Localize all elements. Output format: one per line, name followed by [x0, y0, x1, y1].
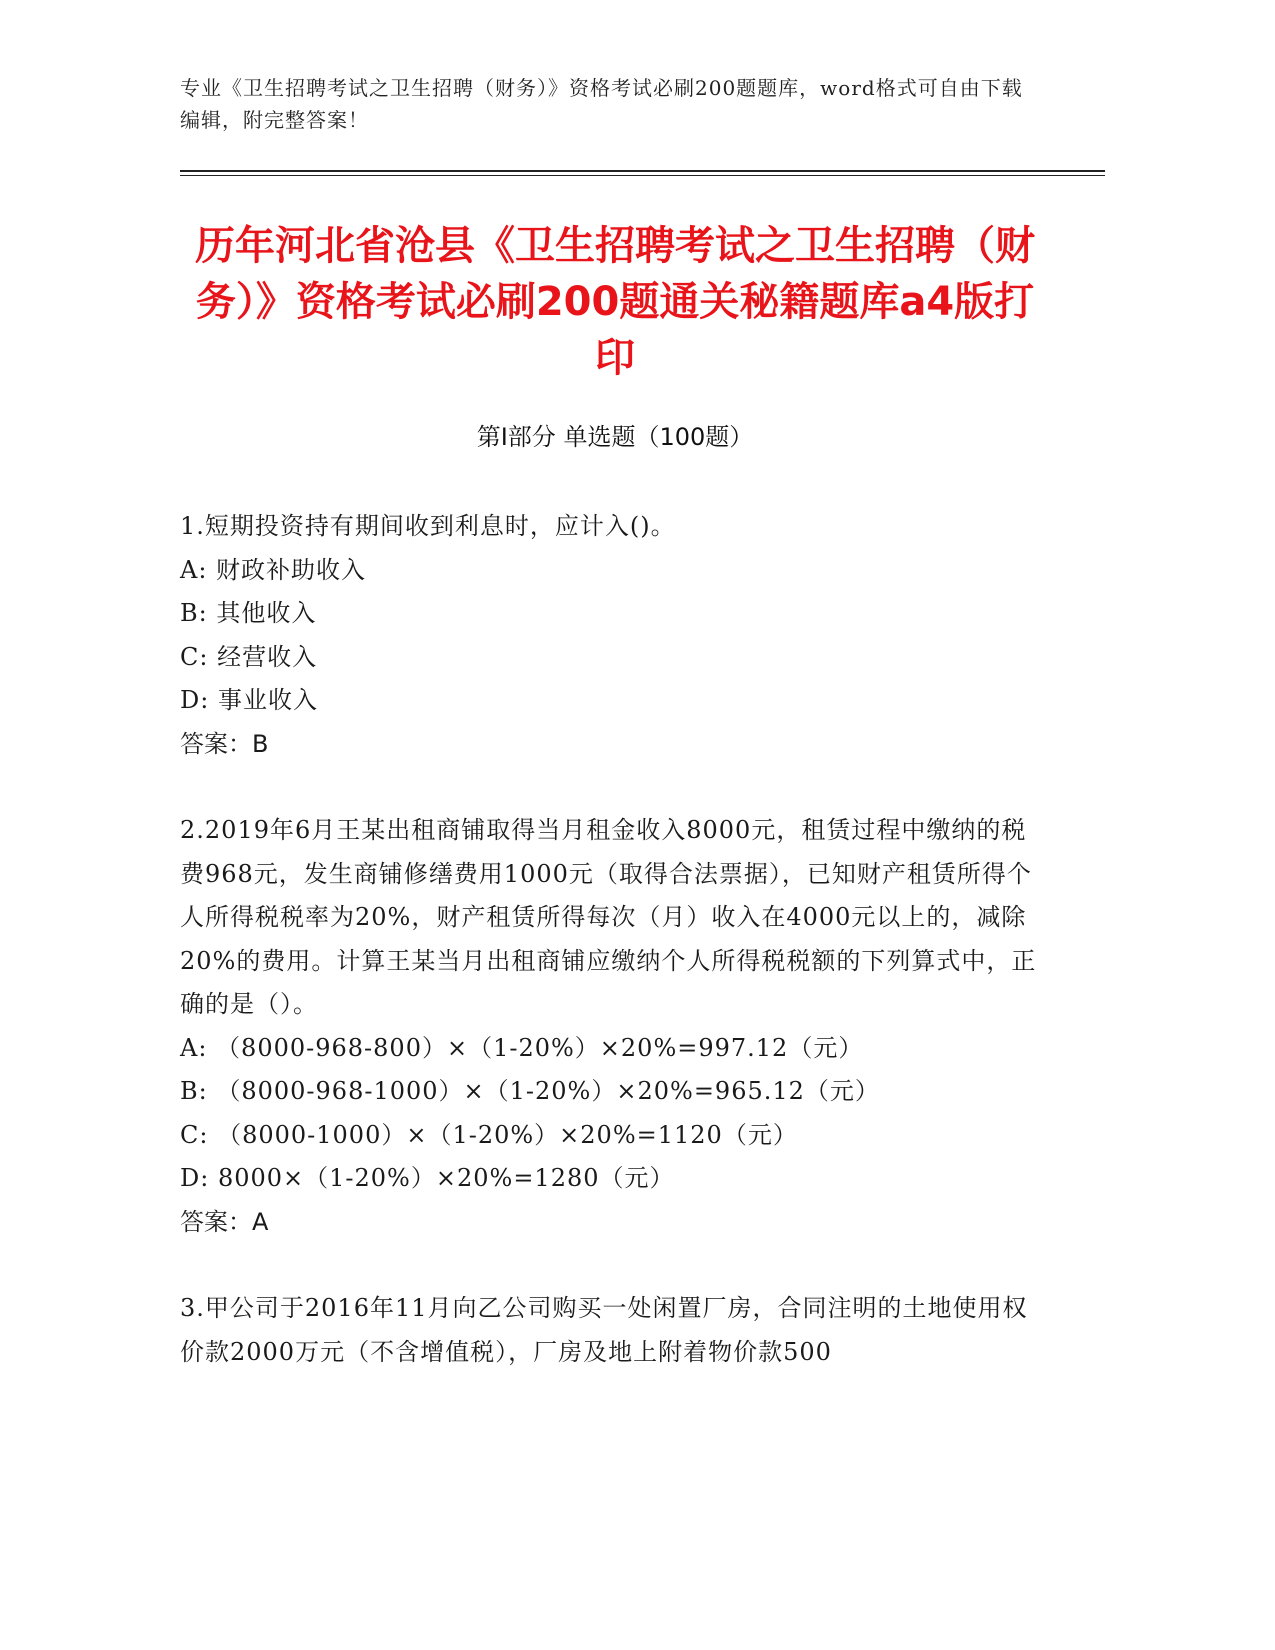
- question-2: [180, 809, 1040, 1244]
- header-divider-thick: [180, 170, 1105, 172]
- option-a: A: （8000-968-800）×（1-20%）×20%=997.12（元）: [180, 1033, 864, 1062]
- answer: 答案：B: [180, 729, 269, 758]
- header-note: 专业《卫生招聘考试之卫生招聘（财务）》资格考试必刷200题题库，word格式可自由下载编辑，附完整答案！: [180, 76, 1023, 132]
- answer: 答案：A: [180, 1207, 269, 1236]
- section-heading: 第Ⅰ部分 单选题（100题）: [476, 423, 754, 451]
- option-b: B: （8000-968-1000）×（1-20%）×20%=965.12（元）: [180, 1077, 880, 1105]
- question-stem: 2.2019年6月王某出租商铺取得当月租金收入8000元，租赁过程中缴纳的税费968元，发生商铺修缮费用1000元（取得合法票据），已知财产租赁所得个人所得税税率为20%，财产租赁所得每次（月）收入在4000元以上的，减除20%的费用。计算王某当月出租商铺应缴纳个人所得税税额的下列算式中，正确的是（）。: [180, 816, 1037, 1018]
- question-1: [180, 505, 1040, 766]
- question-stem: 1.短期投资持有期间收到利息时，应计入()。: [180, 512, 676, 540]
- option-d: D: 8000×（1-20%）×20%=1280（元）: [180, 1164, 675, 1192]
- option-c: C: （8000-1000）×（1-20%）×20%=1120（元）: [180, 1120, 798, 1149]
- question-3: [180, 1287, 1040, 1374]
- option-b: B: 其他收入: [180, 599, 317, 627]
- option-d: D: 事业收入: [180, 686, 318, 714]
- option-a: A: 财政补助收入: [180, 555, 367, 584]
- option-c: C: 经营收入: [180, 642, 318, 671]
- document-title: 历年河北省沧县《卫生招聘考试之卫生招聘（财务）》资格考试必刷200题通关秘籍题库a4版打印: [195, 223, 1035, 381]
- header-divider-thin: [180, 175, 1105, 176]
- question-list: [180, 505, 1040, 1417]
- question-stem: 3.甲公司于2016年11月向乙公司购买一处闲置厂房，合同注明的土地使用权价款2000万元（不含增值税），厂房及地上附着物价款500: [180, 1294, 1028, 1366]
